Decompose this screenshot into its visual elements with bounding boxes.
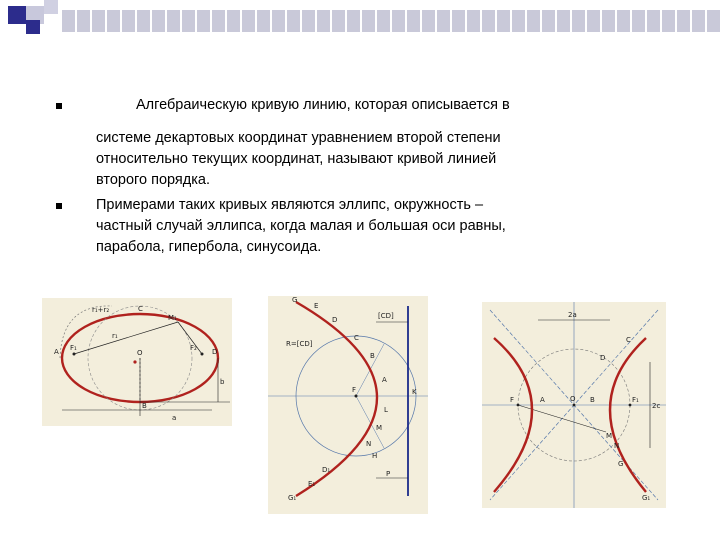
ellipse-label-a: A [54,348,59,356]
ellipse-label-r1: r₁ [112,332,118,340]
hyperbola-label-m: M [606,432,613,440]
bullet1-line3: относительно текущих координат, называют кривой линией [96,151,497,167]
header-stripe-band [62,10,720,32]
ellipse-label-c: C [138,305,143,313]
parabola-label-e: E [314,302,319,310]
hyperbola-label-n: N [614,442,620,450]
hyperbola-label-b: B [590,396,595,404]
bullet2-line3: парабола, гипербола, синусоида. [96,239,322,255]
hyperbola-label-c: C [626,336,631,344]
bullet1-line2: системе декартовых координат уравнением второй степени [96,130,501,146]
parabola-label-l: L [384,406,388,414]
bullet2-line2: частный случай эллипса, когда малая и большая оси равны, [96,218,506,234]
parabola-label-n: N [366,440,372,448]
slide-header-decoration [0,0,720,40]
header-square-1 [8,6,26,24]
parabola-radius-label: R=[CD] [286,340,313,348]
parabola-label-f: F [352,386,357,394]
ellipse-figure [42,298,232,426]
hyperbola-height-label: 2c [652,402,661,410]
bullet-marker-1 [56,103,62,109]
parabola-p-label: P [386,470,391,478]
parabola-curve [296,302,377,496]
bullet1-line1: Алгебраическую кривую линию, которая описывается в [136,97,510,113]
header-square-3 [26,20,40,34]
ellipse-formula: r₁+r₂ [92,306,110,314]
hyperbola-label-g1: G₁ [642,494,651,502]
hyperbola-figure [482,302,666,508]
hyperbola-label-a: A [540,396,545,404]
bullet-marker-2 [56,203,62,209]
parabola-label-b: B [370,352,375,360]
parabola-figure [268,296,428,514]
parabola-label-d1: D₁ [322,466,331,474]
ellipse-label-b-dim: b [220,378,225,386]
hyperbola-label-g: G [618,460,624,468]
ellipse-label-f2: F₂ [190,344,197,352]
bullet1-line4: второго порядка. [96,172,211,188]
parabola-label-h: H [372,452,378,460]
ellipse-label-a-dim: a [172,414,177,422]
ellipse-label-f1: F₁ [70,344,77,352]
header-square-4 [44,0,58,14]
parabola-label-g: G [292,296,298,304]
parabola-label-a: A [382,376,387,384]
parabola-segment-label: [CD] [378,312,394,320]
hyperbola-width-label: 2a [568,311,577,319]
ellipse-label-o: O [137,349,143,357]
ellipse-label-b: B [142,402,147,410]
bullet2-line1: Примерами таких кривых являются эллипс, окружность – [96,197,484,213]
parabola-label-g1: G₁ [288,494,297,502]
parabola-label-e1: E₁ [308,480,316,488]
parabola-label-k: K [412,388,417,396]
hyperbola-label-o: O [570,395,576,403]
parabola-label-d: D [332,316,338,324]
hyperbola-right-branch [610,338,646,492]
parabola-label-c: C [354,334,359,342]
ellipse-label-m1: M₁ [168,314,177,322]
hyperbola-label-f1: F₁ [632,396,639,404]
hyperbola-label-d: D [600,354,606,362]
hyperbola-label-f: F [510,396,515,404]
ellipse-label-d: D [212,348,218,356]
parabola-label-m: M [376,424,383,432]
hyperbola-left-branch [494,338,532,492]
